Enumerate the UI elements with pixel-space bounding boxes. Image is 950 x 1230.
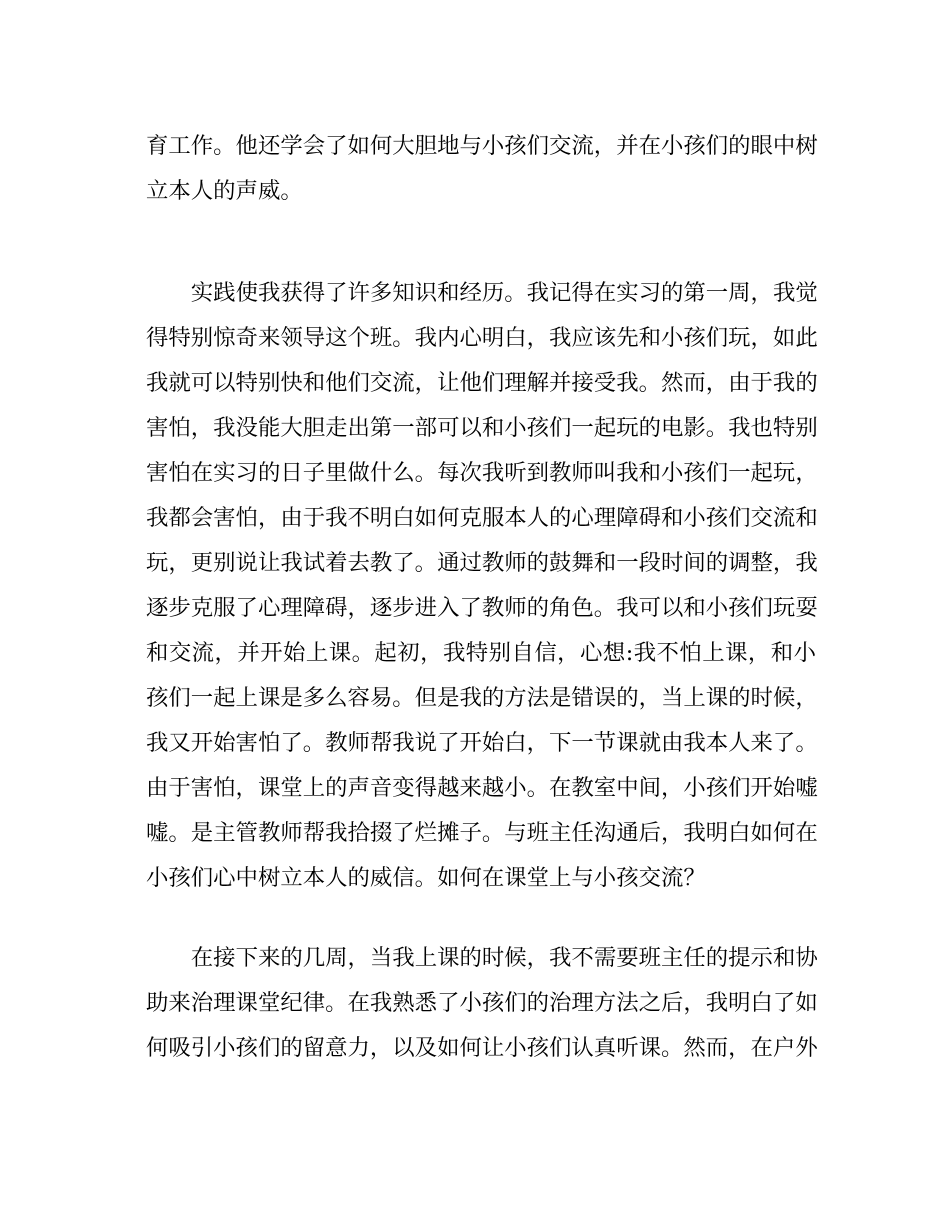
text-line: 我都会害怕，由于我不明白如何克服本人的心理障碍和小孩们交流和 — [146, 505, 818, 531]
text-line: 得特别惊奇来领导这个班。我内心明白，我应该先和小孩们玩，如此 — [146, 325, 818, 351]
text-line: 实践使我获得了许多知识和经历。我记得在实习的第一周，我觉 — [190, 280, 818, 306]
text-line: 我又开始害怕了。教师帮我说了开始白，下一节课就由我本人来了。 — [146, 730, 818, 756]
paragraph-continuation — [146, 124, 816, 214]
text-line: 害怕在实习的日子里做什么。每次我听到教师叫我和小孩们一起玩， — [146, 460, 818, 486]
text-line: 助来治理课堂纪律。在我熟悉了小孩们的治理方法之后，我明白了如 — [146, 990, 818, 1016]
text-line: 立本人的声威。 — [146, 178, 303, 204]
text-line: 孩们一起上课是多么容易。但是我的方法是错误的，当上课的时候， — [146, 685, 818, 711]
text-line: 在接下来的几周，当我上课的时候，我不需要班主任的提示和协 — [190, 945, 818, 971]
text-line: 何吸引小孩们的留意力，以及如何让小孩们认真听课。然而，在户外 — [146, 1035, 818, 1061]
text-line: 由于害怕，课堂上的声音变得越来越小。在教室中间，小孩们开始嘘 — [146, 775, 818, 801]
text-line: 和交流，并开始上课。起初，我特别自信，心想:我不怕上课，和小 — [146, 640, 816, 666]
text-line: 害怕，我没能大胆走出第一部可以和小孩们一起玩的电影。我也特别 — [146, 415, 818, 441]
text-line: 逐步克服了心理障碍，逐步进入了教师的角色。我可以和小孩们玩耍 — [146, 595, 818, 621]
text-line: 玩，更别说让我试着去教了。通过教师的鼓舞和一段时间的调整，我 — [146, 550, 818, 576]
text-line: 小孩们心中树立本人的威信。如何在课堂上与小孩交流？ — [146, 865, 706, 891]
paragraph-practice-experience — [146, 271, 816, 901]
text-line: 育工作。他还学会了如何大胆地与小孩们交流，并在小孩们的眼中树 — [146, 133, 818, 159]
text-line: 嘘。是主管教师帮我拾掇了烂摊子。与班主任沟通后，我明白如何在 — [146, 820, 818, 846]
text-line: 我就可以特别快和他们交流，让他们理解并接受我。然而，由于我的 — [146, 370, 818, 396]
paragraph-following-weeks — [146, 936, 816, 1071]
